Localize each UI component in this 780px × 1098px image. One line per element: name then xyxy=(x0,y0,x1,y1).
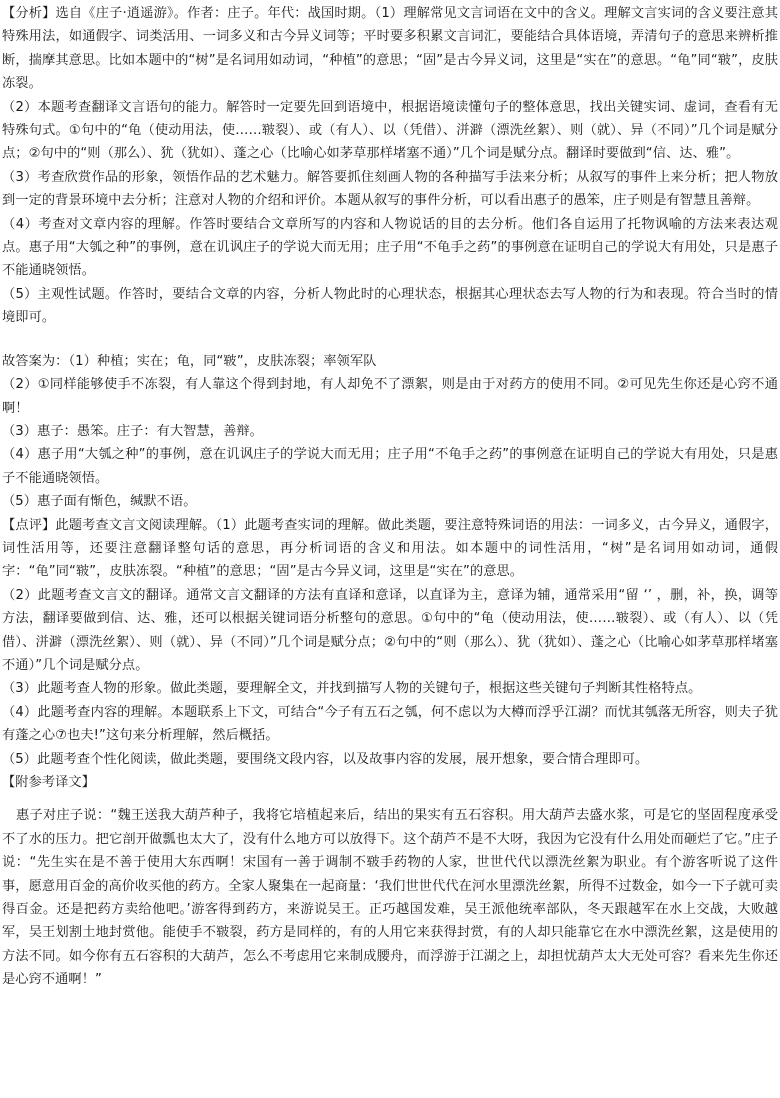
section-spacer xyxy=(2,330,778,350)
answer-paragraph-1: 故答案为：（1）种植；实在；龟，同“皲”，皮肤冻裂；率领军队 xyxy=(2,353,377,369)
analysis-paragraph-3: （3）考查欣赏作品的形象，领悟作品的艺术魅力。解答要抓住刻画人物的各种描写手法来分析；从叙写的事件上来分析；把人物放到一定的背景环境中去分析；注意对人物的介绍和评价。本题从叙写的事件分析，可以看出惠子的愚笨，庄子则是有智慧且善辩。 xyxy=(2,169,778,209)
answer-paragraph-3: （3）惠子：愚笨。庄子：有大智慧，善辩。 xyxy=(2,423,263,439)
section-spacer xyxy=(2,794,778,804)
analysis-paragraph-5: （5）主观性试题。作答时，要结合文章的内容，分析人物此时的心理状态，根据其心理状态去写人物的行为和表现。符合当时的情境即可。 xyxy=(2,286,778,326)
answer-paragraph-4: （4）惠子用“大瓠之种”的事例，意在讥讽庄子的学说大而无用；庄子用“不龟手之药”的事例意在证明自己的学说大有用处，只是惠子不能通晓领悟。 xyxy=(2,447,778,486)
comment-paragraph-3: （3）此题考查人物的形象。做此类题，要理解全文，并找到描写人物的关键句子，根据这些关键句子判断其性格特点。 xyxy=(2,681,702,697)
comment-paragraph-4: （4）此题考查内容的理解。本题联系上下文，可结合“今子有五石之瓠，何不虑以为大樽而浮乎江湖？而忧其瓠落无所容，则夫子犹有蓬之心⑦也夫!”这句来分析理解，然后概括。 xyxy=(2,704,778,744)
analysis-paragraph-1: 【分析】选自《庄子·逍遥游》。作者：庄子。年代：战国时期。（1）理解常见文言词语在文中的含义。理解文言实词的含义要注意其特殊用法，如通假字、词类活用、一词多义和古今异义词等；平时要多积累文言词汇，要能结合具体语境，弄清句子的意思来辨析推断，揣摩其意思。比如本题中的“树”是名词用如动词，“种植”的意思；“固”是古今异义词，这里是“实在”的意思。“龟”同“皲”，皮肤冻裂。 xyxy=(2,6,778,92)
analysis-paragraph-4: （4）考查对文章内容的理解。作答时要结合文章所写的内容和人物说话的目的去分析。他们各自运用了托物讽喻的方法来表达观点。惠子用“大瓠之种”的事例，意在讥讽庄子的学说大而无用；庄子用“不龟手之药”的事例意在证明自己的学说大有用处，只是惠子不能通晓领悟。 xyxy=(2,216,778,279)
translation-body: 惠子对庄子说：“魏王送我大葫芦种子，我将它培植起来后，结出的果实有五石容积。用大葫芦去盛水浆，可是它的坚固程度承受不了水的压力。把它剖开做瓢也太大了，没有什么地方可以放得下。这个葫芦不是不大呀，我因为它没有什么用处而砸烂了它。”庄子说：“先生实在是不善于使用大东西啊！宋国有一善于调制不皲手药物的人家，世世代代以漂洗丝絮为职业。有个游客听说了这件事，愿意用百金的高价收买他的药方。全家人聚集在一起商量：‘我们世世代代在河水里漂洗丝絮，所得不过数金，如今一下子就可卖得百金。还是把药方卖给他吧。’游客得到药方，来游说吴王。正巧越国发难，吴王派他统率部队，冬天跟越军在水上交战，大败越军，吴王划割土地封赏他。能使手不皲裂，药方是同样的，有的人用它来获得封赏，有的人却只能靠它在水中漂洗丝絮，这是使用的方法不同。如今你有五石容积的大葫芦，怎么不考虑用它来制成腰舟，而浮游于江湖之上，却担忧葫芦太大无处可容？看来先生你还是心窍不通啊！” xyxy=(2,808,778,988)
translation-heading: 【附参考译文】 xyxy=(2,775,96,790)
comment-paragraph-1: 【点评】此题考查文言文阅读理解。（1）此题考查实词的理解。做此类题，要注意特殊词语的用法：一词多义，古今异义，通假字，词性活用等，还要注意翻译整句话的意思，再分析词语的含义和用法。如本题中的词性活用，“树”是名词用如动词，通假字：“龟”同“皲”，皮肤冻裂。“种植”的意思；“固”是古今异义词，这里是“实在”的意思。 xyxy=(2,517,778,580)
answer-paragraph-2: （2）①同样能够使手不冻裂，有人靠这个得到封地，有人却免不了漂絮，则是由于对药方的使用不同。②可见先生你还是心窍不通啊！ xyxy=(2,377,778,416)
comment-paragraph-5: （5）此题考查个性化阅读，做此类题，要围绕文段内容，以及故事内容的发展，展开想象，要合情合理即可。 xyxy=(2,751,649,767)
analysis-paragraph-2: （2）本题考查翻译文言语句的能力。解答时一定要先回到语境中，根据语境读懂句子的整体意思，找出关键实词、虚词，查看有无特殊句式。①句中的“龟（使动用法，使……皲裂）、或（有人）、以（凭借）、洴澼（漂洗丝絮）、则（就）、异（不同）”几个词是赋分点；②句中的“则（那么）、犹（犹如）、蓬之心（比喻心如茅草那样堵塞不通）”几个词是赋分点。翻译时要做到“信、达、雅”。 xyxy=(2,99,778,162)
comment-paragraph-2: （2）此题考查文言文的翻译。通常文言文翻译的方法有直译和意译，以直译为主，意译为辅，通常采用“留 ‘’ ，删，补，换，调等方法，翻译要做到信、达、雅，还可以根据关键词语分析整句的意思。①句中的“龟（使动用法，使……皲裂）、或（有人）、以（凭借）、洴澼（漂洗丝絮）、则（就）、异（不同）”几个词是赋分点；②句中的“则（那么）、犹（犹如）、蓬之心（比喻心如茅草那样堵塞不通）”几个词是赋分点。 xyxy=(2,587,778,673)
answer-paragraph-5: （5）惠子面有惭色，缄默不语。 xyxy=(2,494,197,510)
